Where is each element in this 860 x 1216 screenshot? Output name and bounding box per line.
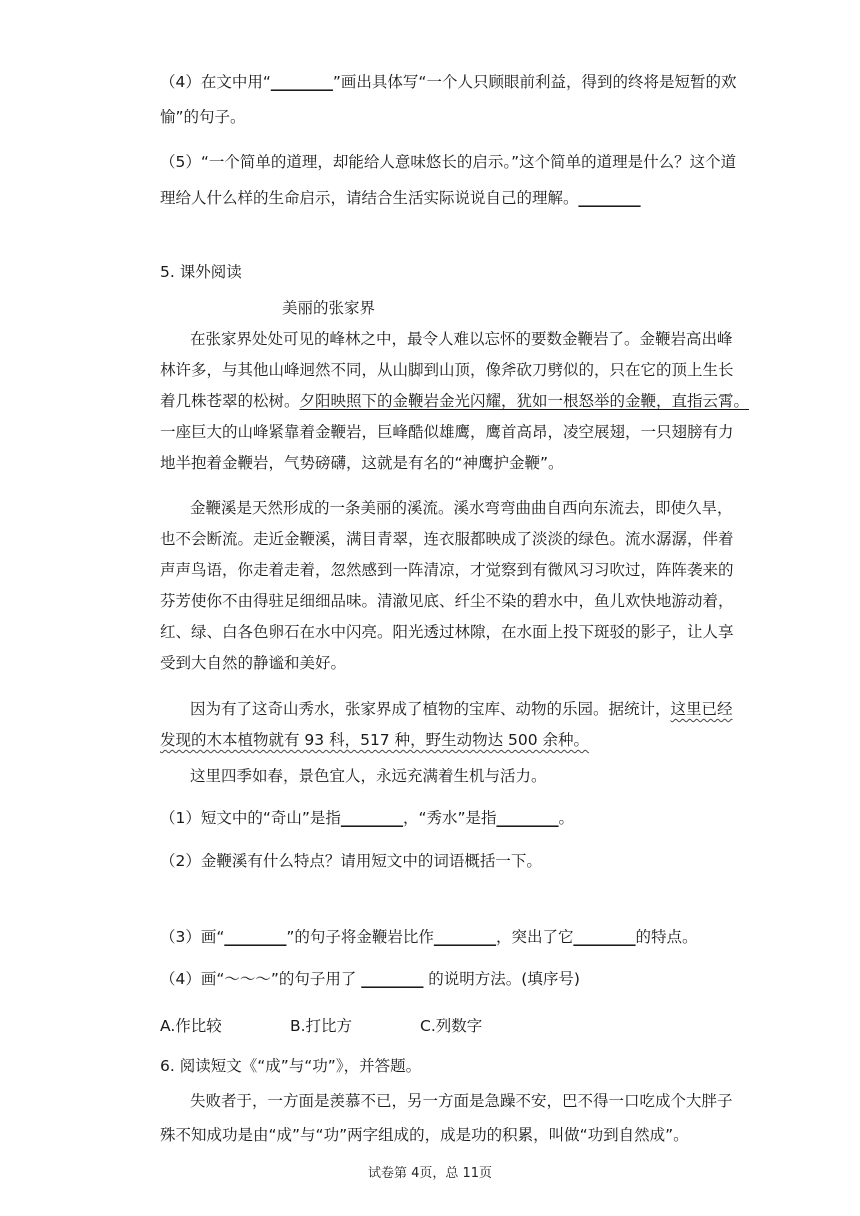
p1-line3 [160, 390, 749, 412]
q5-prev-text: 理给人什么样的生命启示，请结合生活实际说说自己的理解。 [160, 189, 579, 207]
question-4 [160, 968, 580, 990]
q1-text-a: （1）短文中的“奇山”是指 [160, 809, 341, 827]
answer-blank[interactable]: ________ [270, 73, 333, 91]
q3-text-a: （3）画“ [160, 928, 225, 946]
p1-line1: 在张家界处处可见的峰林之中，最令人难以忘怀的要数金鞭岩了。金鞭岩高出峰 [190, 330, 733, 348]
p1-line3-text: 着几株苍翠的松树。 [160, 392, 300, 410]
q1-text-b: ，“秀水”是指 [402, 809, 497, 827]
p2-line5: 红、绿、白各色卵石在水中闪亮。阳光透过林隙，在水面上投下斑驳的影子，让人享 [160, 623, 734, 641]
q4-prev-line2: 愉”的句子。 [160, 108, 246, 126]
p1-line5: 地半抱着金鞭岩，气势磅礴，这就是有名的“神鹰护金鞭”。 [160, 454, 564, 472]
q4-text-b: 的说明方法。(填序号) [423, 970, 580, 988]
wavy-underlined-sentence: 发现的木本植物就有 93 科，517 种，野生动物达 500 余种。 [160, 731, 590, 749]
answer-blank[interactable]: ________ [578, 189, 641, 207]
q4-prev-text-b: ”画出具体写“一个人只顾眼前利益，得到的终将是短暂的欢 [332, 73, 737, 91]
q3-text-c: ，突出了它 [495, 928, 574, 946]
q1-text-c: 。 [558, 809, 575, 827]
answer-blank[interactable]: ________ [361, 970, 424, 988]
article-title: 美丽的张家界 [282, 299, 376, 317]
q5-prev-line2 [160, 187, 641, 209]
question-2: （2）金鞭溪有什么特点？请用短文中的词语概括一下。 [160, 852, 542, 870]
answer-blank[interactable]: ________ [573, 928, 636, 946]
p2-line4: 芬芳使你不由得驻足细细品味。清澈见底、纤尘不染的碧水中，鱼儿欢快地游动着， [160, 592, 734, 610]
p1-line2: 林许多，与其他山峰迥然不同，从山脚到山顶，像斧砍刀劈似的，只在它的顶上生长 [160, 361, 734, 379]
q4-prev-line1 [160, 71, 736, 93]
q5-prev-line1: （5）“一个简单的道理，却能给人意味悠长的启示。”这个简单的道理是什么？这个道 [160, 153, 737, 171]
q4-prev-text-a: （4）在文中用“ [160, 73, 271, 91]
answer-blank[interactable]: ________ [340, 809, 403, 827]
answer-blank[interactable]: ________ [433, 928, 496, 946]
question-3 [160, 926, 697, 948]
p2-line2: 也不会断流。走近金鞭溪，满目青翠，连衣服都映成了淡淡的绿色。流水潺潺，伴着 [160, 530, 734, 548]
option-a[interactable]: A.作比较 [160, 1017, 222, 1035]
answer-blank[interactable]: ________ [496, 809, 559, 827]
q3-text-b: ”的句子将金鞭岩比作 [286, 928, 434, 946]
p2-line6: 受到大自然的静谧和美好。 [160, 654, 347, 672]
p3-line2 [160, 729, 589, 751]
section6-heading: 6. 阅读短文《“成”与“功”》，并答题。 [160, 1057, 422, 1075]
option-c[interactable]: C.列数字 [420, 1017, 483, 1035]
page-footer: 试卷第 4页，总 11页 [367, 1166, 493, 1181]
p2-line3: 声声鸟语，你走着走着，忽然感到一阵清凉，才觉察到有微风习习吹过，阵阵袭来的 [160, 561, 734, 579]
underlined-sentence: 夕阳映照下的金鞭岩金光闪耀，犹如一根怒举的金鞭，直指云霄。 [299, 392, 750, 410]
wavy-underlined-sentence: 这里已经 [670, 700, 733, 718]
q4-text-a: （4）画“～～～”的句子用了 [160, 970, 362, 988]
p2-line1: 金鞭溪是天然形成的一条美丽的溪流。溪水弯弯曲曲自西向东流去，即使久旱， [190, 499, 733, 517]
p4-line: 这里四季如春，景色宜人，永远充满着生机与活力。 [190, 767, 547, 785]
p3-line1-text: 因为有了这奇山秀水，张家界成了植物的宝库、动物的乐园。据统计， [190, 700, 671, 718]
section6-line1: 失败者于，一方面是羡慕不已，另一方面是急躁不安，巴不得一口吃成个大胖子 [190, 1092, 733, 1110]
q3-text-d: 的特点。 [635, 928, 698, 946]
section5-heading: 5. 课外阅读 [160, 263, 242, 281]
answer-blank[interactable]: ________ [224, 928, 287, 946]
section6-line2: 殊不知成功是由“成”与“功”两字组成的，成是功的积累，叫做“功到自然成”。 [160, 1126, 689, 1144]
option-b[interactable]: B.打比方 [290, 1017, 353, 1035]
p3-line1 [190, 698, 733, 720]
question-1 [160, 807, 574, 829]
p1-line4: 一座巨大的山峰紧靠着金鞭岩，巨峰酷似雄鹰，鹰首高昂，凌空展翅，一只翅膀有力 [160, 423, 734, 441]
